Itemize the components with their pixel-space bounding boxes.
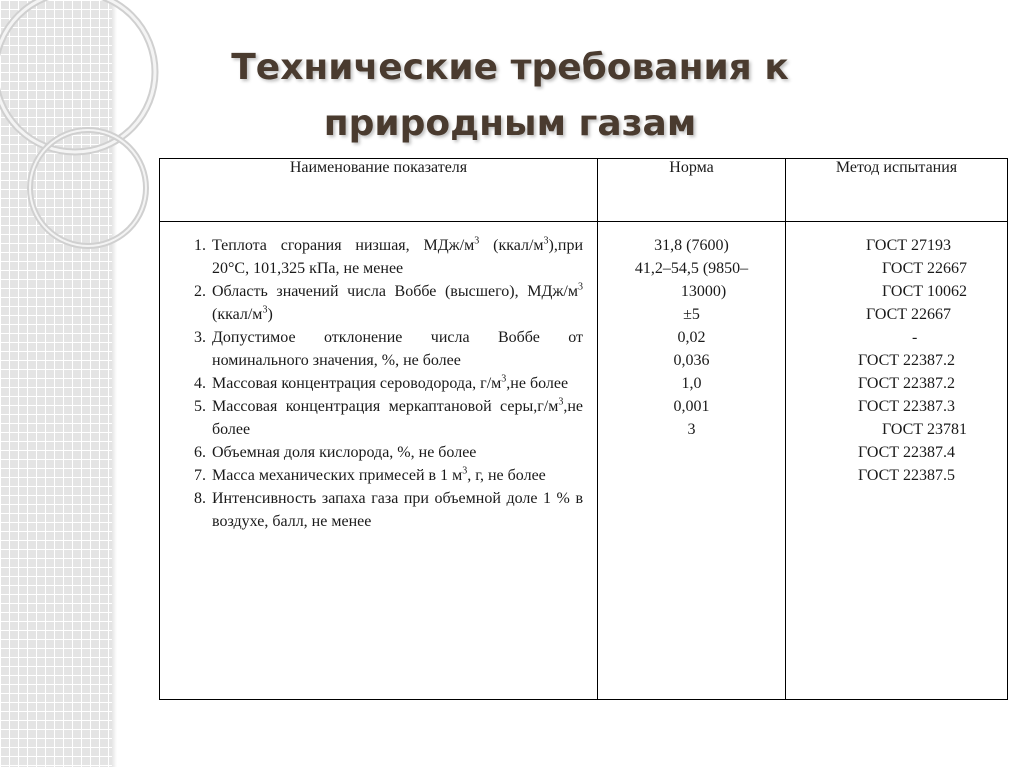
method-value: ГОСТ 22387.4 (858, 444, 956, 461)
slide-title (150, 40, 870, 152)
norm-value: 41,2–54,5 (9850– (634, 260, 749, 277)
slide-title-line-2: природным газам (323, 103, 697, 144)
method-value: ГОСТ 22667 (882, 260, 968, 277)
norm-value: 13000) (680, 283, 727, 300)
methods-cell (786, 222, 1008, 700)
norm-value: 3 (687, 421, 696, 438)
decorative-rings (0, 0, 160, 330)
method-value: ГОСТ 22387.2 (858, 375, 956, 392)
norm-value: 0,001 (673, 398, 710, 415)
list-item: 7. Масса механических примесей в 1 $м^3$, г, не более (210, 464, 583, 487)
list-item: 5. Массовая концентрация меркаптановой $серы,г/м^3,не$ более (210, 395, 583, 441)
requirements-table (159, 158, 1008, 700)
test-methods (786, 222, 1007, 487)
norm-value: 0,02 (677, 329, 706, 346)
list-item: 2. Область значений числа Воббе (высшего), МДж/$м^3$ $(ккал/м^3)$ (210, 280, 583, 326)
method-value: ГОСТ 22667 (866, 306, 952, 323)
header-norm: Норма (598, 159, 786, 222)
table-header-row (160, 159, 1008, 222)
indicators-cell (160, 222, 598, 700)
method-value: ГОСТ 22387.3 (858, 398, 956, 415)
header-test-method: Метод испытания (786, 159, 1008, 222)
norm-value: 0,036 (673, 352, 710, 369)
norms-cell (598, 222, 786, 700)
method-value: ГОСТ 27193 (866, 237, 952, 254)
table-body-row (160, 222, 1008, 700)
norm-value: 1,0 (681, 375, 702, 392)
method-value: ГОСТ 22387.5 (858, 467, 956, 484)
norm-values (598, 222, 785, 441)
list-item: 4. Массовая концентрация сероводорода, $г/м^3,не$ более (210, 372, 583, 395)
list-item: 8. Интенсивность запаха газа при объемной доле 1 % в воздухе, балл, не менее (210, 487, 583, 533)
method-value: ГОСТ 23781 (882, 421, 968, 438)
header-indicator-name: Наименование показателя (160, 159, 598, 222)
method-value: ГОСТ 22387.2 (858, 352, 956, 369)
list-item: 1. Теплота сгорания низшая, МДж/$м^3$ $(ккал/м^3),при$ 20°С, 101,325 кПа, не менее (210, 234, 583, 280)
method-value: - (912, 329, 918, 346)
list-item: 3. Допустимое отклонение числа Воббе от номинального значения, %, не более (210, 326, 583, 372)
slide-title-line-1: Технические требования к (231, 47, 789, 88)
norm-value: ±5 (683, 306, 700, 323)
indicator-list (160, 222, 597, 533)
list-item: 6. Объемная доля кислорода, %, не более (210, 441, 583, 464)
method-value: ГОСТ 10062 (882, 283, 968, 300)
norm-value: 31,8 (7600) (654, 237, 729, 254)
